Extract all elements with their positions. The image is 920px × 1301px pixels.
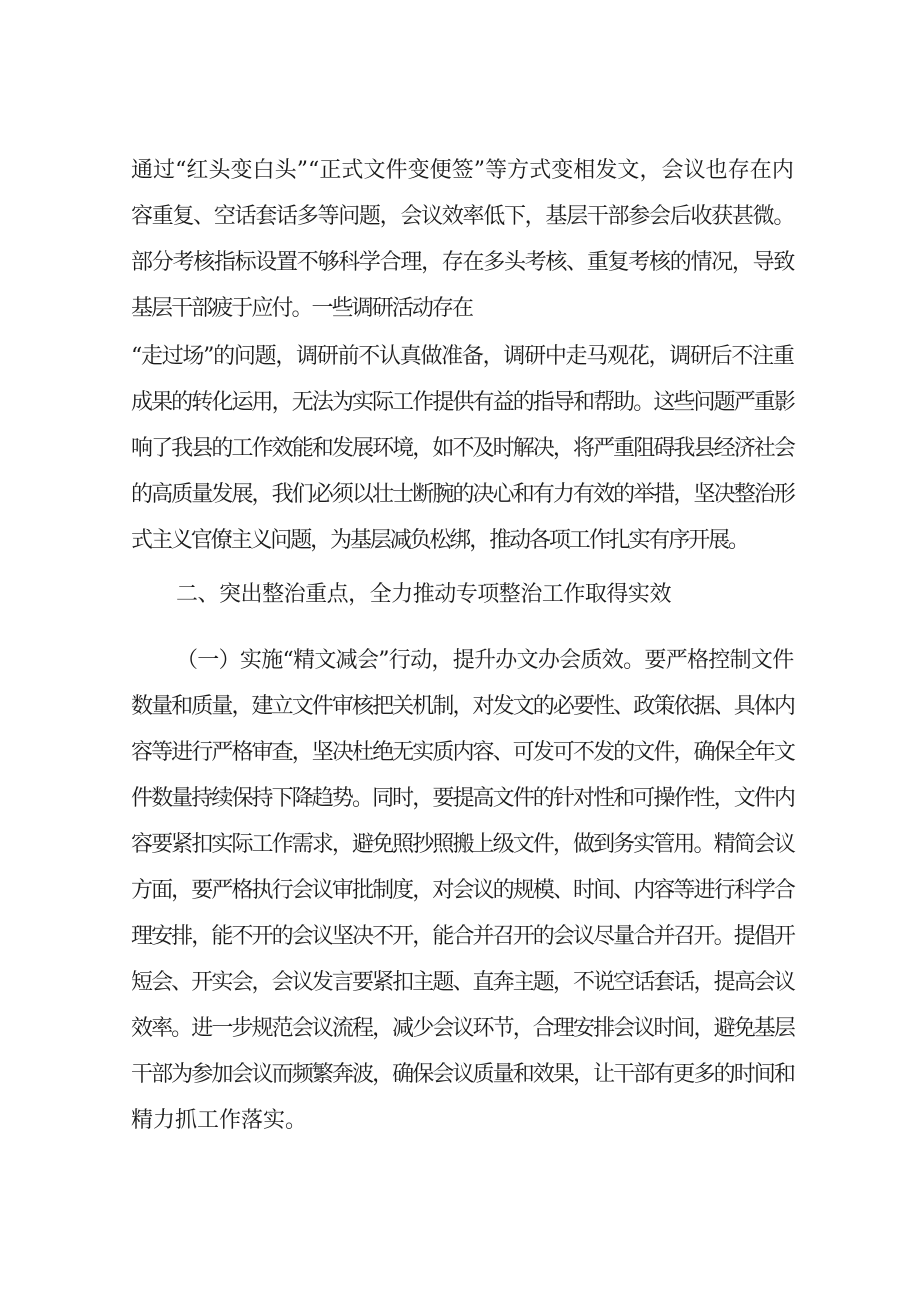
section-heading: 二、突出整治重点，全力推动专项整治工作取得实效 <box>176 582 671 607</box>
body-line-3: 部分考核指标设置不够科学合理，存在多头考核、重复考核的情况，导致 <box>131 250 795 275</box>
subsection-line-4: 件数量持续保持下降趋势。同时，要提高文件的针对性和可操作性，文件内 <box>131 786 794 811</box>
subsection-line-10: 干部为参加会议而频繁奔波，确保会议质量和效果，让干部有更多的时间和 <box>131 1062 794 1087</box>
body-line-9: 式主义官僚主义问题，为基层减负松绑，推动各项工作扎实有序开展。 <box>131 528 748 553</box>
body-line-5: “走过场”的问题，调研前不认真做准备，调研中走马观花，调研后不注重 <box>131 344 794 369</box>
subsection-line-11: 精力抓工作落实。 <box>131 1108 308 1133</box>
subsection-line-3: 容等进行严格审查，坚决杜绝无实质内容、可发可不发的文件，确保全年文 <box>131 740 794 765</box>
body-line-4: 基层干部疲于应付。一些调研活动存在 <box>131 296 473 321</box>
subsection-line-1: （一）实施“精文减会”行动，提升办文办会质效。要严格控制文件 <box>176 648 794 673</box>
subsection-line-2: 数量和质量，建立文件审核把关机制，对发文的必要性、政策依据、具体内 <box>131 694 794 719</box>
body-line-8: 的高质量发展，我们必须以壮士断腕的决心和有力有效的举措，坚决整治形 <box>131 482 794 507</box>
subsection-line-9: 效率。进一步规范会议流程，减少会议环节，合理安排会议时间，避免基层 <box>131 1016 794 1041</box>
subsection-line-7: 理安排，能不开的会议坚决不开，能合并召开的会议尽量合并召开。提倡开 <box>131 924 794 949</box>
subsection-line-6: 方面，要严格执行会议审批制度，对会议的规模、时间、内容等进行科学合 <box>131 878 794 903</box>
body-line-1: 通过“红头变白头”“正式文件变便签”等方式变相发文，会议也存在内 <box>131 158 794 183</box>
body-line-7: 响了我县的工作效能和发展环境，如不及时解决，将严重阻碍我县经济社会 <box>131 436 794 461</box>
subsection-line-8: 短会、开实会，会议发言要紧扣主题、直奔主题，不说空话套话，提高会议 <box>131 970 794 995</box>
subsection-line-5: 容要紧扣实际工作需求，避免照抄照搬上级文件，做到务实管用。精简会议 <box>131 832 794 857</box>
body-line-2: 容重复、空话套话多等问题，会议效率低下，基层干部参会后收获甚微。 <box>131 204 795 229</box>
body-line-6: 成果的转化运用，无法为实际工作提供有益的指导和帮助。这些问题严重影 <box>131 390 794 415</box>
